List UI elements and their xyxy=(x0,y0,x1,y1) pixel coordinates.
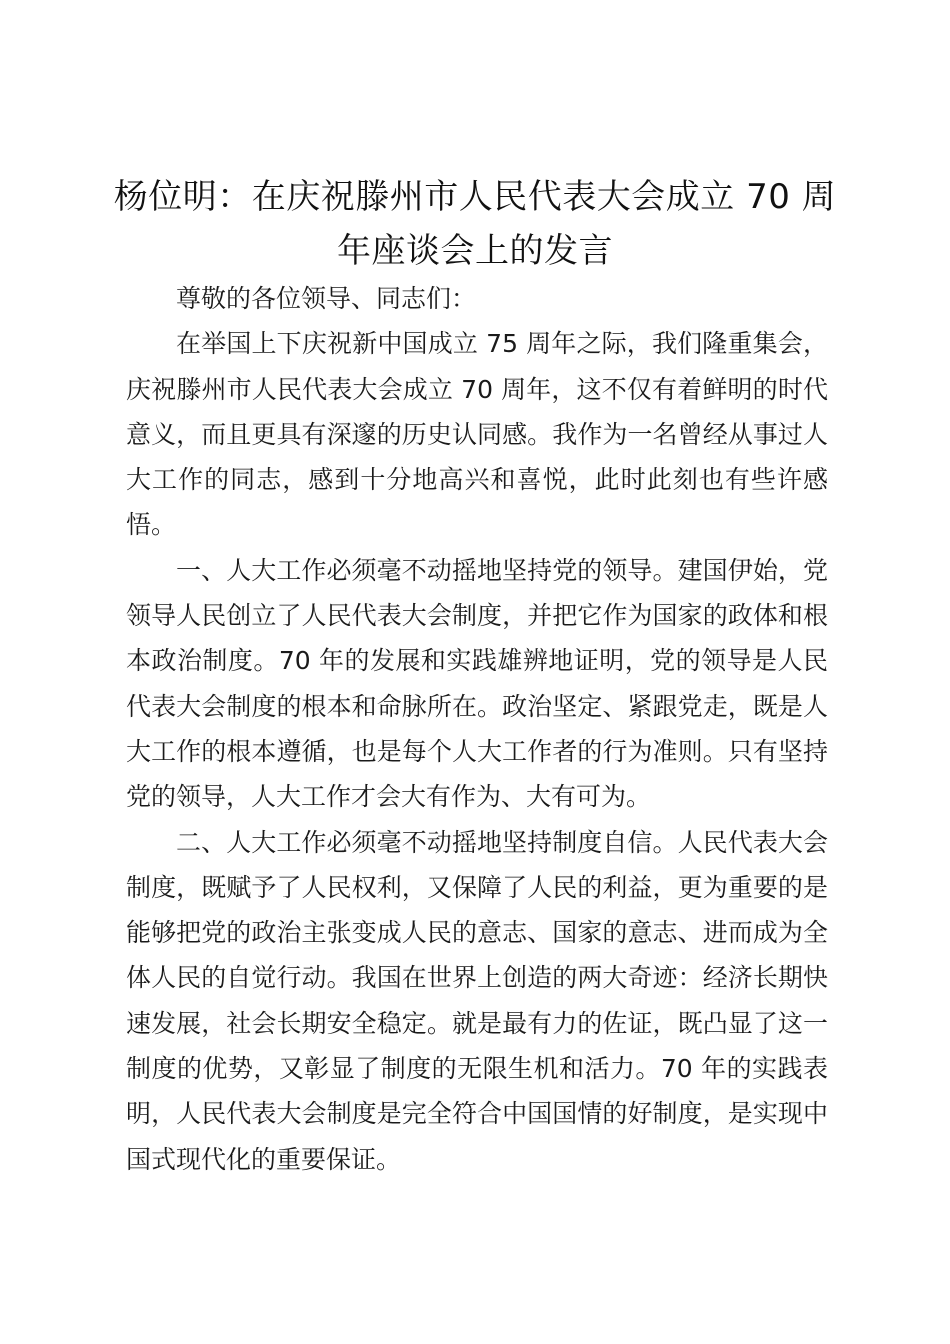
salutation-paragraph: 尊敬的各位领导、同志们： xyxy=(176,284,477,313)
document-body xyxy=(126,276,828,1182)
document-title: 杨位明：在庆祝滕州市人民代表大会成立 70 周年座谈会上的发言 xyxy=(113,177,837,271)
point-two-paragraph: 二、人大工作必须毫不动摇地坚持制度自信。人民代表大会制度，既赋予了人民权利，又保障了人民的利益，更为重要的是能够把党的政治主张变成人民的意志、国家的意志、进而成为全体人民的自觉行动。我国在世界上创造的两大奇迹：经济长期快速发展，社会长期安全稳定。就是最有力的佐证，既凸显了这一制度的优势，又彰显了制度的无限生机和活力。70 年的实践表明，人民代表大会制度是完全符合中国国情的好制度，是实现中国式现代化的重要保证。 xyxy=(126,827,828,1174)
point-one-paragraph: 一、人大工作必须毫不动摇地坚持党的领导。建国伊始，党领导人民创立了人民代表大会制度，并把它作为国家的政体和根本政治制度。70 年的发展和实践雄辨地证明，党的领导是人民代表大会制度的根本和命脉所在。政治坚定、紧跟党走，既是人大工作的根本遵循，也是每个人大工作者的行为准则。只有坚持党的领导，人大工作才会大有作为、大有可为。 xyxy=(126,555,828,812)
intro-paragraph: 在举国上下庆祝新中国成立 75 周年之际，我们隆重集会，庆祝滕州市人民代表大会成立 70 周年，这不仅有着鲜明的时代意义，而且更具有深邃的历史认同感。我作为一名曾经从事过人大工作的同志，感到十分地高兴和喜悦，此时此刻也有些许感悟。 xyxy=(126,329,828,540)
